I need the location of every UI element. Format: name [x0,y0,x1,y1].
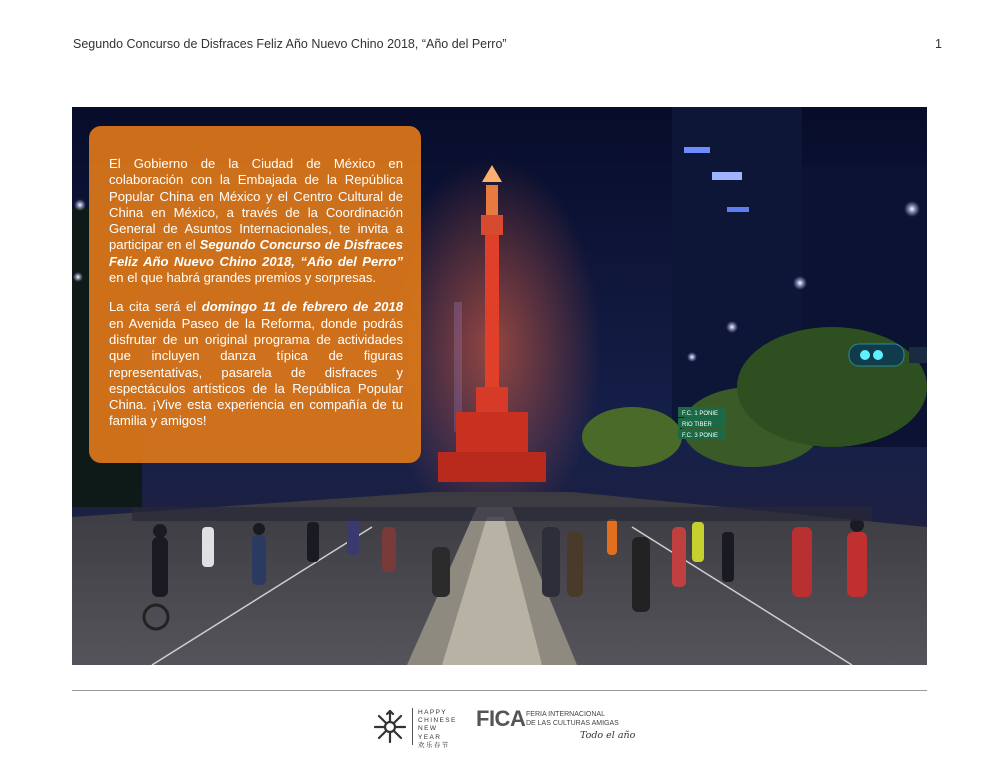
fica-tagline: Todo el año [580,730,636,741]
announcement-text: El Gobierno de la Ciudad de México en colaboración con la Embajada de la República Popular China en México y el Centro Cultural de China en México, a través de la Coordinación General de Asuntos Internacionales, te invita a participar en el [109,156,403,253]
fica-full-name [526,710,619,728]
hny-line: NEW YEAR [418,725,442,741]
contest-name: Segundo Concurso de Disfraces Feliz Año Nuevo Chino 2018, “Año del Perro” [109,237,403,269]
fica-full-line: DE LAS CULTURAS AMIGAS [526,720,619,727]
fica-full-line: FERIA INTERNACIONAL [526,711,605,718]
page-number: 1 [935,37,942,51]
announcement-paragraph-1 [109,156,403,286]
reforma-night-photo [72,107,927,665]
logo-separator [412,708,413,745]
announcement-text: en Avenida Paseo de la Reforma, donde podrás disfrutar de un original programa de actividades que incluyen danza típica de figuras representativas, pasarela de disfraces y espectáculos artísticos de la República Popular China. ¡Vive esta experiencia en compañía de tu familia y amigos! [109,315,403,429]
event-date: domingo 11 de febrero de 2018 [201,299,403,315]
hny-wordmark [418,709,462,750]
announcement-text: La cita será el [109,299,202,315]
footer-divider [72,690,927,691]
street-sign-line: F.C. 1 PONIE [682,411,719,417]
fica-logo [476,706,636,750]
announcement-box [89,126,421,463]
announcement-text: en el que habrá grandes premios y sorpresas. [109,270,377,286]
fica-wordmark: FICA [476,706,526,731]
hny-line: HAPPY [418,709,448,716]
happy-chinese-new-year-logo [372,705,462,749]
document-title: Segundo Concurso de Disfraces Feliz Año Nuevo Chino 2018, “Año del Perro” [73,37,507,51]
hny-emblem-icon [372,707,408,745]
hny-line: CHINESE [418,717,457,725]
hny-line: 欢乐春节 [418,741,450,749]
street-sign-line: F.C. 3 PONIE [682,433,719,439]
street-sign [678,407,726,439]
street-sign-line: RIO TIBER [682,422,712,428]
announcement-paragraph-2 [109,299,403,429]
